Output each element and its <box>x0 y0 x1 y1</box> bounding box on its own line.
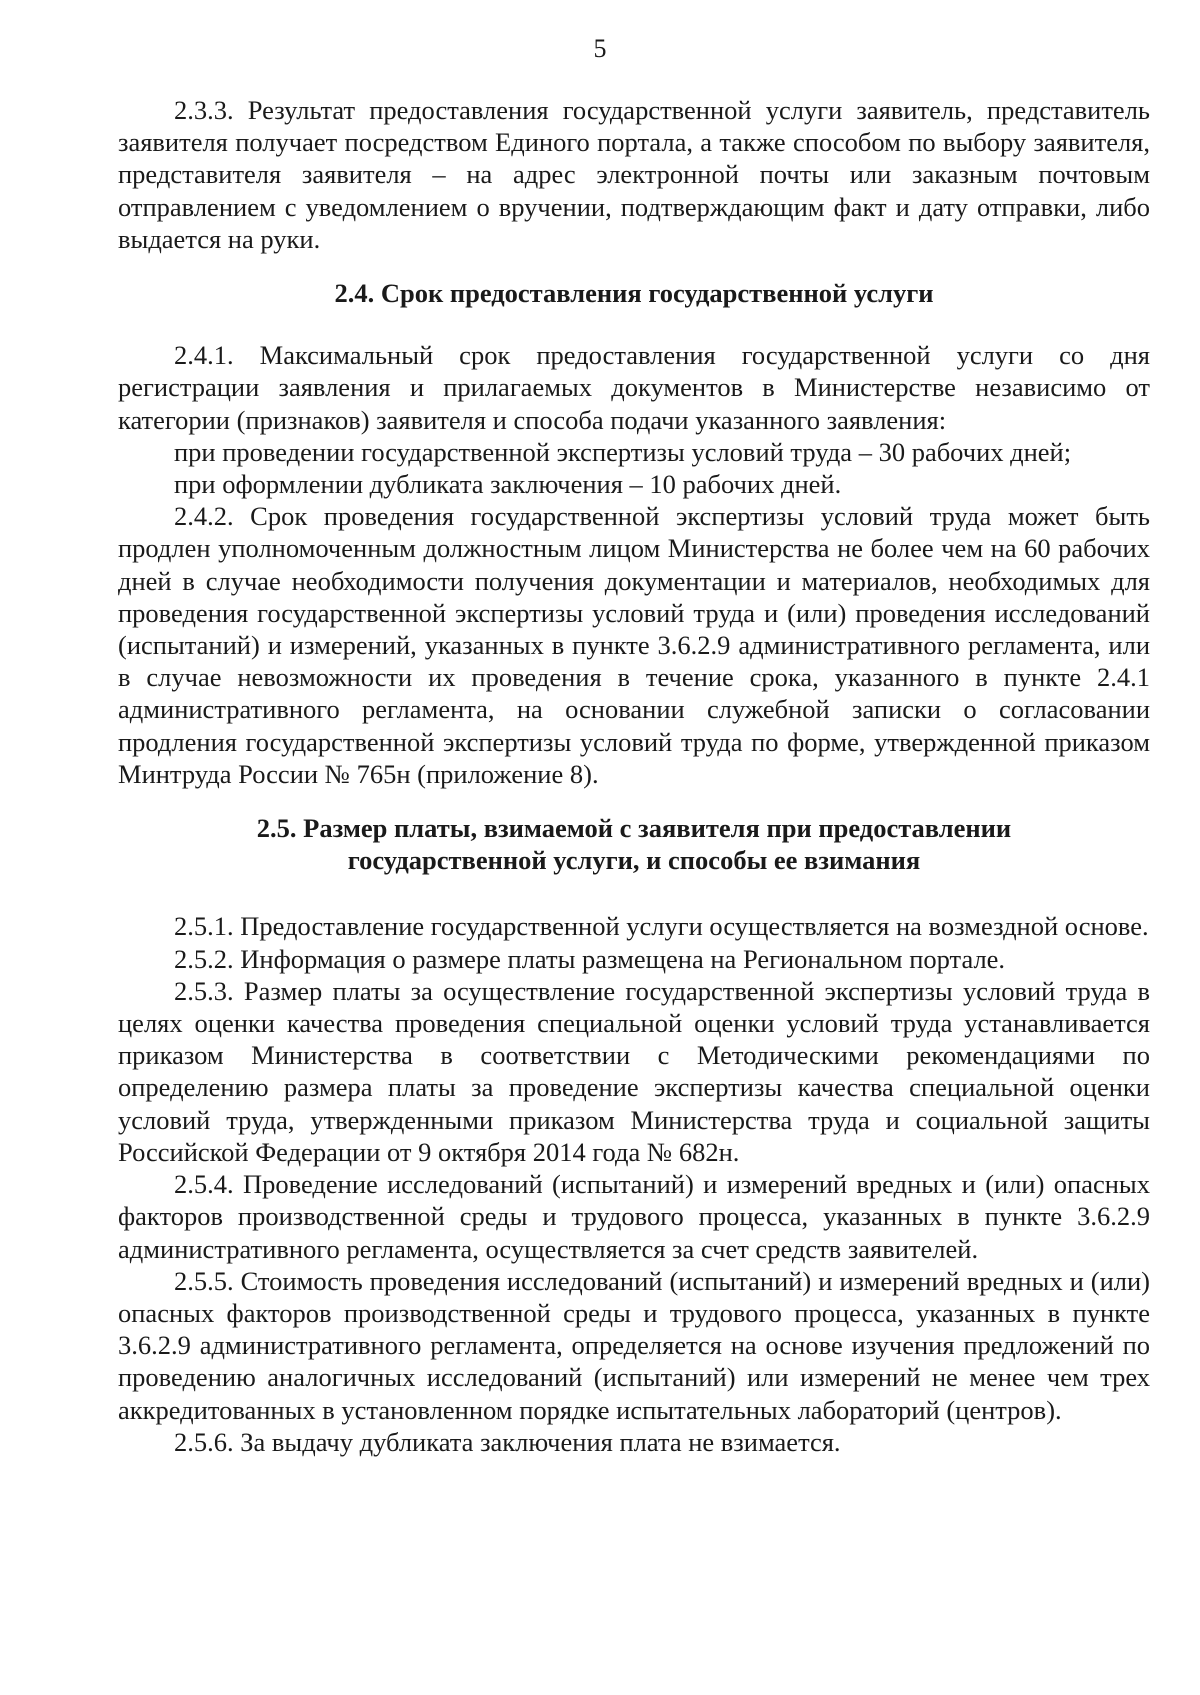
section-heading-2-5-line2: государственной услуги, и способы ее взимания <box>347 845 921 876</box>
paragraph-2-5-2: 2.5.2. Информация о размере платы размещена на Региональном портале. <box>174 943 1006 974</box>
list-item-expertise-term: при проведении государственной экспертизы условий труда – 30 рабочих дней; <box>174 436 1072 467</box>
section-heading-2-4: 2.4. Срок предоставления государственной услуги <box>334 278 934 309</box>
paragraph-2-5-3: 2.5.3. Размер платы за осуществление государственной экспертизы условий труда в целях оценки качества проведения специальной оценки условий труда устанавливается приказом Министерства в соответствии с Методическими рекомендациями по определению размера платы за проведение экспертизы качества специальной оценки условий труда, утвержденными приказом Министерства труда и социальной защиты Российской Федерации от 9 октября 2014 года № 682н. <box>118 975 1150 1167</box>
list-item-duplicate-term: при оформлении дубликата заключения – 10 рабочих дней. <box>174 469 842 500</box>
section-heading-2-5-line1: 2.5. Размер платы, взимаемой с заявителя при предоставлении <box>256 813 1012 844</box>
paragraph-2-5-6: 2.5.6. За выдачу дубликата заключения плата не взимается. <box>174 1426 841 1457</box>
paragraph-2-4-1: 2.4.1. Максимальный срок предоставления государственной услуги со дня регистрации заявления и прилагаемых документов в Министерстве независимо от категории (признаков) заявителя и способа подачи указанного заявления: <box>118 340 1150 435</box>
document-body <box>118 94 1150 1458</box>
paragraph-2-5-4: 2.5.4. Проведение исследований (испытаний) и измерений вредных и (или) опасных факторов производственной среды и трудового процесса, указанных в пункте 3.6.2.9 административного регламента, осуществляется за счет средств заявителей. <box>118 1169 1150 1264</box>
paragraph-2-5-5: 2.5.5. Стоимость проведения исследований (испытаний) и измерений вредных и (или) опасных факторов производственной среды и трудового процесса, указанных в пункте 3.6.2.9 административного регламента, определяется на основе изучения предложений по проведению аналогичных исследований (испытаний) или измерений не менее чем трех аккредитованных в установленном порядке испытательных лабораторий (центров). <box>118 1265 1150 1425</box>
paragraph-2-4-2: 2.4.2. Срок проведения государственной экспертизы условий труда может быть продлен уполномоченным должностным лицом Министерства не более чем на 60 рабочих дней в случае необходимости получения документации и материалов, необходимых для проведения государственной экспертизы условий труда и (или) проведения исследований (испытаний) и измерений, указанных в пункте 3.6.2.9 административного регламента, или в случае невозможности их проведения в течение срока, указанного в пункте 2.4.1 административного регламента, на основании служебной записки о согласовании продления государственной экспертизы условий труда по форме, утвержденной приказом Минтруда России № 765н (приложение 8). <box>118 501 1150 789</box>
paragraph-2-3-3: 2.3.3. Результат предоставления государственной услуги заявитель, представитель заявителя получает посредством Единого портала, а также способом по выбору заявителя, представителя заявителя – на адрес электронной почты или заказным почтовым отправлением с уведомлением о вручении, подтверждающим факт и дату отправки, либо выдается на руки. <box>118 95 1150 254</box>
page-number: 5 <box>593 34 607 63</box>
paragraph-2-5-1: 2.5.1. Предоставление государственной услуги осуществляется на возмездной основе. <box>174 911 1149 942</box>
